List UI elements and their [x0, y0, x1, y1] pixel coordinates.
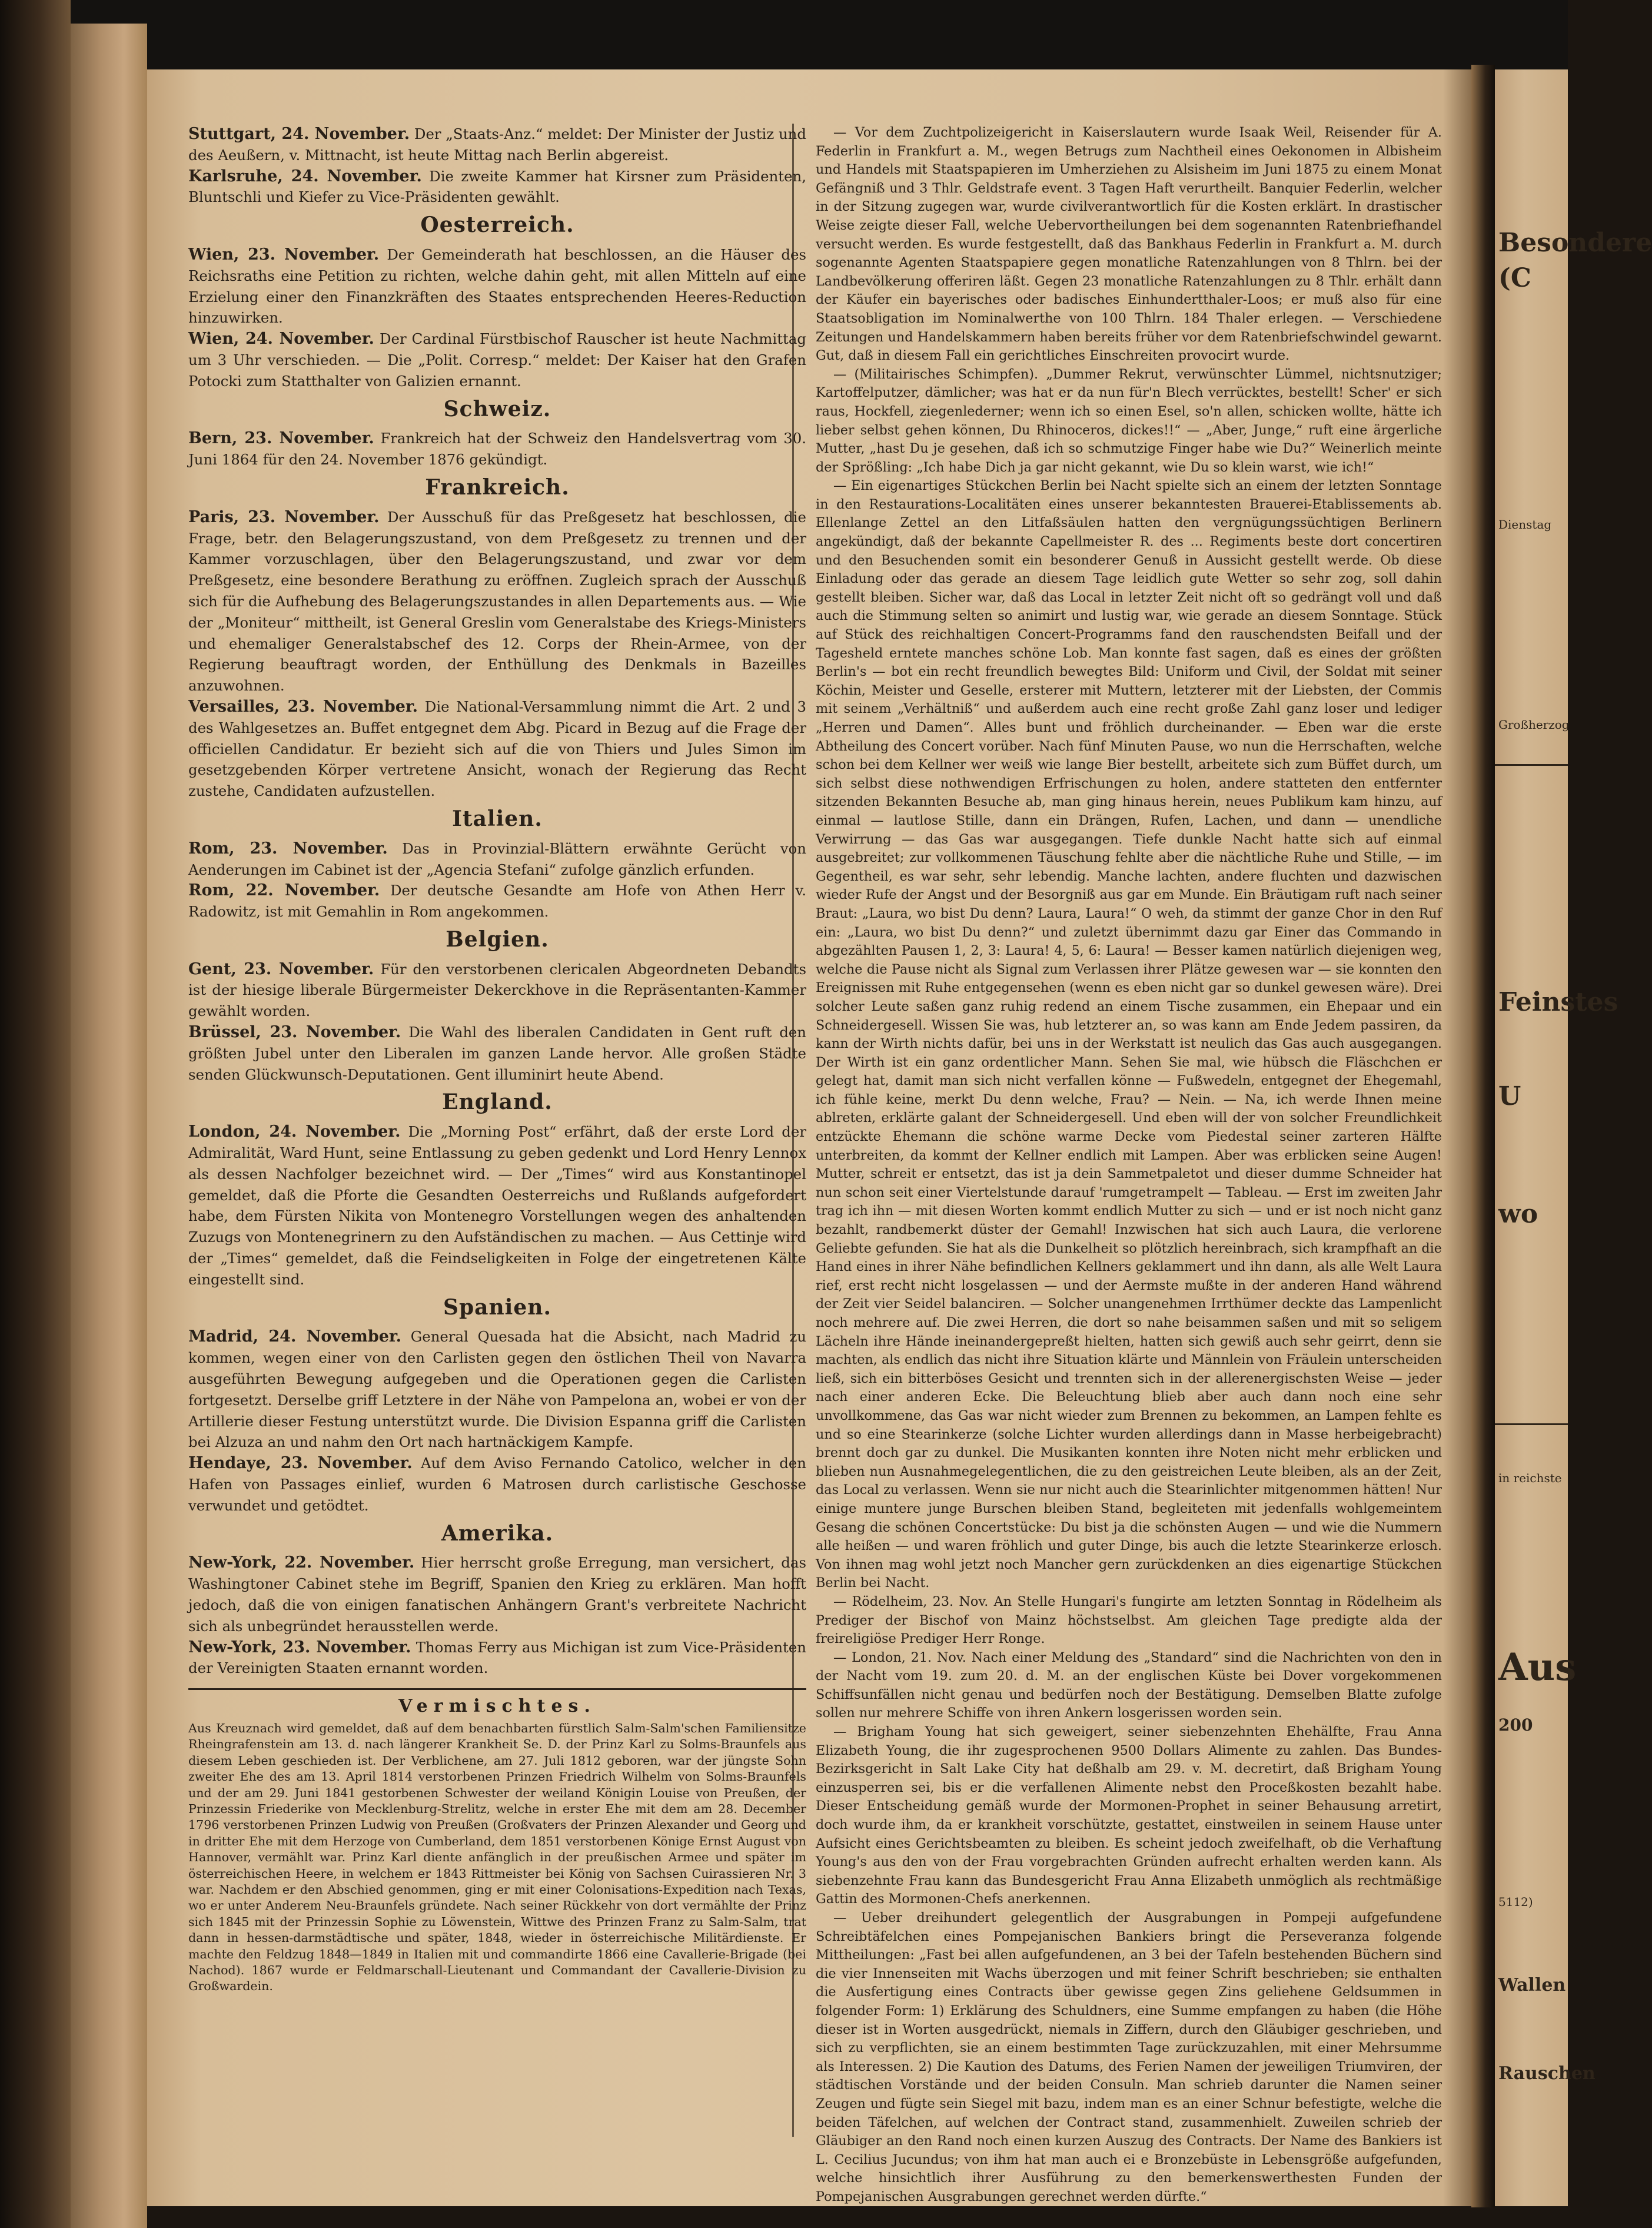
left-column — [188, 124, 806, 1995]
dateline: Paris, 23. November. — [188, 507, 380, 526]
next-page-fragment: 5112) — [1498, 1895, 1533, 1909]
next-page-fragment: wo — [1498, 1199, 1538, 1229]
news-entry — [188, 880, 806, 922]
news-entry — [188, 166, 806, 208]
dateline: Gent, 23. November. — [188, 959, 374, 978]
next-page-fragment: Feinstes — [1498, 987, 1618, 1017]
news-entry — [188, 428, 806, 470]
entry-text: Die „Morning Post“ erfährt, daß der erste Lord der Admiralität, Ward Hunt, seine Entlassung zu geben gedenkt und Lord Henry Lennox als dessen Nachfolger bezeichnet wird. — Der „Times“ wird aus Konstantinopel gemeldet, daß die Pforte die Gesandten Oesterreichs und Rußlands aufgefordert habe, dem Fürsten Nikita von Montenegro Vorstellungen wegen des anhaltenden Zuzugs von Montenegrinern zu den Aufständischen zu machen. — Aus Cettinje wird der „Times“ gemeldet, daß die Feindseligkeiten in Folge der eingetretenen Kälte eingestellt sind. — [188, 1123, 806, 1288]
entry-text: Der Gemeinderath hat beschlossen, an die Häuser des Reichsraths eine Petition zu richten, welche dahin geht, mit allen Mitteln auf eine Erzielung einer den Finanzkräften des Staates entsprechenden Heeres-Reduction hinzuwirken. — [188, 245, 806, 327]
next-page-fragment: (C — [1498, 263, 1531, 293]
section-heading: Schweiz. — [443, 396, 551, 421]
next-page-fragment: Wallen — [1498, 1975, 1566, 1995]
dateline: Hendaye, 23. November. — [188, 1454, 413, 1473]
news-entry — [188, 1552, 806, 1636]
dateline: Wien, 23. November. — [188, 245, 380, 264]
news-entry — [188, 1637, 806, 1679]
entry-text: Die zweite Kammer hat Kirsner zum Präsidenten, Bluntschli und Kiefer zu Vice-Präsidenten gewählt. — [188, 167, 806, 206]
news-paragraph: — Brigham Young hat sich geweigert, seiner siebenzehnten Ehehälfte, Frau Anna Elizabeth Young, die ihr zugesprochenen 9500 Dollars Alimente zu zahlen. Das Bundes-Bezirksgericht in Salt Lake City hat deßhalb am 29. v. M. decretirt, daß Brigham Young einzusperren sei, bis er die verfallenen Alimente nebst den Proceßkosten bezahlt habe. Dieser Entscheidung gemäß wurde der Mormonen-Prophet in seiner Behausung arretirt, doch wurde ihm, da er krankheit vorschützte, gestattet, einstweilen in seinem Hause unter Aufsicht eines Gerichtsbeamten zu bleiben. Es scheint jedoch zweifelhaft, ob die Verhaftung Young's aus den von der Frau vorgebrachten Gründen aufrecht erhalten werden kann. Als siebenzehnte Frau kann das Bundesgericht Frau Anna Elizabeth unmöglich als rechtmäßige Gattin des Mormonen-Chefs anerkennen. — [816, 1724, 1442, 1907]
vermischtes-text: Aus Kreuznach wird gemeldet, daß auf dem benachbarten fürstlich Salm-Salm'schen Familiensitze Rheingrafenstein am 13. d. nach längerer Krankheit Se. D. der Prinz Karl zu Solms-Braunfels aus diesem Leben geschieden ist. Der Verblichene, am 27. Juli 1812 geboren, war der jüngste Sohn zweiter Ehe des am 13. April 1814 verstorbenen Prinzen Friedrich Wilhelm von Solms-Braunfels und der am 29. Juni 1841 gestorbenen Schwester der weiland Königin Louise von Preußen, der Prinzessin Friederike von Mecklenburg-Strelitz, welche in erster Ehe mit dem am 28. December 1796 verstorbenen Prinzen Ludwig von Preußen (Großvaters der Prinzen Alexander und Georg und in dritter Ehe mit dem Herzoge von Cumberland, dem 1851 verstorbenen Könige Ernst August von Hannover, vermählt war. Prinz Karl diente anfänglich in der preußischen Armee und später im österreichischen Heere, in welchem er 1843 Rittmeister bei König von Sachsen Cuirassieren Nr. 3 war. Nachdem er den Abschied genommen, ging er mit einer Colonisations-Expedition nach Texas, wo er unter Anderem Neu-Braunfels gründete. Nach seiner Rückkehr von dort vermählte der Prinz sich 1845 mit der Prinzessin Sophie zu Löwenstein, Wittwe des Prinzen Franz zu Salm-Salm, trat dann in hessen-darmstädtische und später, 1848, wieder in österreichische Militärdienste. Er machte den Feldzug 1848—1849 in Italien mit und commandirte 1866 eine Cavallerie-Brigade (bei Nachod). 1867 wurde er Feldmarschall-Lieutenant und Commandant der Cavallerie-Division zu Großwardein. — [188, 1721, 806, 1994]
dateline: Rom, 22. November. — [188, 881, 380, 900]
next-page-fragment: Dienstag — [1498, 517, 1552, 532]
page-gutter — [1471, 65, 1495, 2207]
news-entry — [188, 1121, 806, 1290]
news-entry — [188, 1022, 806, 1085]
dateline: Bern, 23. November. — [188, 429, 374, 448]
news-entry — [188, 1453, 806, 1516]
entry-text: Auf dem Aviso Fernando Catolico, welcher in den Hafen von Passages einlief, wurden 6 Matrosen durch carlistische Geschosse verwundet und getödtet. — [188, 1455, 806, 1514]
entry-text: Für den verstorbenen clericalen Abgeordneten Debandts ist der hiesige liberale Bürgermeister Dekerckhove in die Repräsentanten-Kammer gewählt worden. — [188, 960, 806, 1020]
entry-text: Die Wahl des liberalen Candidaten in Gent ruft den größten Jubel unter den Liberalen im ganzen Lande hervor. Alle großen Städte senden Glückwunsch-Deputationen. Gent illuminirt heute Abend. — [188, 1024, 806, 1083]
section-heading: England. — [442, 1090, 553, 1115]
next-page-fragment: Rauschen — [1498, 2063, 1596, 2084]
news-entry — [188, 124, 806, 166]
next-page-fragment: Großherzog — [1498, 718, 1570, 732]
entry-text: Der Ausschuß für das Preßgesetz hat beschlossen, die Frage, betr. den Belagerungszustand, von dem Preßgesetz zu trennen und der Kammer vorzuschlagen, über den Belagerungszustand, und zwar vor dem Preßgesetz, eine besondere Berathung zu eröffnen. Zugleich sprach der Ausschuß sich für die Aufhebung des Belagerungszustandes in allen Departements aus. — Wie der „Moniteur“ mittheilt, ist General Greslin vom Generalstabe des Kriegs-Ministers und ehemaliger Generalstabschef des 12. Corps der Rhein-Armee, von der Regierung beauftragt worden, der Enthüllung des Denkmals in Bazeilles anzuwohnen. — [188, 508, 806, 695]
entry-text: Hier herrscht große Erregung, man versichert, das Washingtoner Cabinet stehe im Begriff, Spanien den Krieg zu erklären. Man hofft jedoch, daß die von einigen fanatischen Anhängern Grant's verbreitete Nachricht sich als unbegründet herausstellen werde. — [188, 1554, 806, 1635]
news-paragraph: — Rödelheim, 23. Nov. An Stelle Hungari's fungirte am letzten Sonntag in Rödelheim als Prediger der Bischof von Mainz höchstselbst. Am gleichen Tage predigte alda der freireligiöse Prediger Herr Ronge. — [816, 1593, 1442, 1647]
dateline: Wien, 24. November. — [188, 330, 374, 348]
section-heading: Oesterreich. — [420, 212, 574, 238]
binding-edge — [71, 24, 147, 2228]
news-paragraph: — Vor dem Zuchtpolizeigericht in Kaiserslautern wurde Isaak Weil, Reisender für A. Federlin in Frankfurt a. M., wegen Betrugs zum Nachtheil eines Oekonomen in Albisheim und Handels mit Staatspapieren im Umherziehen zu Alsisheim im Juni 1875 zu einem Monat Gefängniß und 3 Thlr. Geldstrafe event. 3 Tagen Haft verurtheilt. Banquier Federlin, welcher in der Sitzung zugegen war, wurde civilverantwortlich für die Kosten erklärt. In drastischer Weise zeigte dieser Fall, welche Uebervortheilungen bei dem sogenannten Ratenbriefhandel versucht werden. Es wurde festgestellt, daß das Bankhaus Federlin in Frankfurt a. M. durch sogenannte Agenten Staatspapiere gegen monatliche Ratenzahlungen von 8 Thlrn. bei der Landbevölkerung offeriren läßt. Gegen 23 monatliche Ratenzahlungen zu 8 Thlr. erhält dann der Käufer ein bayerisches oder badisches Einhundertthaler-Loos; er muß also für eine Staatsobligation im Nominalwerthe von 100 Thlrn. 184 Thaler erlegen. — Verschiedene Zeitungen und Handelskammern haben bereits früher vor dem Ratenbriefschwindel gewarnt. Gut, daß in diesem Fall ein gerichtliches Einschreiten provocirt wurde. — [816, 125, 1442, 364]
entry-text: Das in Provinzial-Blättern erwähnte Gerücht von Aenderungen im Cabinet ist der „Agencia Stefani“ zufolge gänzlich erfunden. — [188, 839, 806, 878]
entry-text: General Quesada hat die Absicht, nach Madrid zu kommen, wegen einer von den Carlisten gegen den östlichen Theil von Navarra ausgeführten Bewegung aufgegeben und die Operationen gegen die Carlisten fortgesetzt. Derselbe griff Letztere in der Nähe von Pampelona an, wobei er von der Artillerie dieser Festung unterstützt wurde. Die Division Espanna griff die Carlisten bei Alzuza an und nahm den Ort nach hartnäckigem Kampfe. — [188, 1328, 807, 1451]
next-page-fragment: U — [1498, 1081, 1521, 1111]
section-rule — [188, 1688, 806, 1690]
entry-text: Der „Staats-Anz.“ meldet: Der Minister der Justiz und des Aeußern, v. Mittnacht, ist heute Mittag nach Berlin abgereist. — [188, 125, 806, 164]
entry-text: Frankreich hat der Schweiz den Handelsvertrag vom 30. Juni 1864 für den 24. November 1876 gekündigt. — [188, 430, 806, 469]
dateline: Rom, 23. November. — [188, 839, 388, 858]
news-entry — [188, 328, 806, 391]
news-entry — [188, 838, 806, 881]
news-paragraph: — London, 21. Nov. Nach einer Meldung des „Standard“ sind die Nachrichten von den in der Nacht vom 19. zum 20. d. M. an der englischen Küste bei Dover vorgekommenen Schiffsunfällen nicht genau und bedürfen noch der Bestätigung. Demselben Blatte zufolge sollen nur mehrere Schiffe von ihren Ankern losgerissen worden sein. — [816, 1649, 1442, 1721]
dateline: New-York, 23. November. — [188, 1638, 411, 1656]
entry-text: Der deutsche Gesandte am Hofe von Athen Herr v. Radowitz, ist mit Gemahlin in Rom angekommen. — [188, 882, 806, 921]
next-page-fragment: Aus — [1498, 1645, 1577, 1689]
next-page-edge — [1495, 69, 1652, 2206]
dateline: Madrid, 24. November. — [188, 1327, 402, 1346]
right-column — [816, 124, 1442, 2207]
next-page-fragment: 200 — [1498, 1715, 1533, 1735]
section-heading: Italien. — [452, 806, 543, 831]
dateline: Stuttgart, 24. November. — [188, 125, 410, 143]
section-heading: Amerika. — [441, 1520, 554, 1546]
news-paragraph: — Ueber dreihundert gelegentlich der Ausgrabungen in Pompeji aufgefundene Schreibtäfelchen eines Pompejanischen Bankiers bringt die Perseveranza folgende Mittheilungen: „Fast bei allen aufgefundenen, an 3 bei der Tafeln bestehenden Büchern sind die vier Innenseiten mit Wachs überzogen und mit feiner Schrift beschrieben; sie enthalten die Ausfertigung eines Contracts über gewisse gegen Zins geliehene Geldsummen in folgender Form: 1) Erklärung des Schuldners, eine Summe empfangen zu haben (die Höhe dieser ist in Worten ausgedrückt, niemals in Ziffern, durch den Gläubiger geschrieben, und sich zu verpflichten, sie an einem bestimmten Tage zurückzuzahlen, mit einer Mehrsumme als Interessen. 2) Die Kaution des Datums, des Ferien Namen der jeweiligen Triumviren, der städtischen Vorstände und der beiden Consuln. Man schrieb darunter die Namen seiner Zeugen und fügte sein Siegel mit bazu, indem man es an einer Schnur befestigte, welche die beiden Täfelchen, auf welchen der Contract stand, zusammenhielt. Zuweilen schrieb der Gläubiger an den Rand noch einen kurzen Auszug des Contracts. Der Name des Bankiers ist L. Cecilius Jucundus; von ihm hat man auch ei e Bronzebüste in Lebensgröße aufgefunden, welche hinsichtlich ihrer Ausführung zu den bemerkenswerthesten Funden der Pompejanischen Ausgrabungen gerechnet werden dürfte.“ — [816, 1910, 1442, 2204]
entry-text: Die National-Versammlung nimmt die Art. 2 und 3 des Wahlgesetzes an. Buffet entgegnet dem Abg. Picard in Bezug auf die Frage der officiellen Candidatur. Er bezieht sich auf die von Thiers und Jules Simon im gesetzgebenden Körper vertretene Ansicht, wonach der Regierung das Recht zustehe, Candidaten aufzustellen. — [188, 698, 806, 800]
background-top — [0, 0, 1568, 71]
news-entry — [188, 1326, 806, 1453]
book-spine — [0, 0, 71, 2228]
next-page-fragment: Besondere — [1498, 228, 1652, 258]
news-entry — [188, 507, 806, 696]
news-paragraph: — (Militairisches Schimpfen). „Dummer Rekrut, verwünschter Lümmel, nichtsnutziger; Kartoffelputzer, dämlicher; was hat er da nun für'n Blech verrücktes, bestellt! Scher' er sich raus, Hockfell, ziegenlederner; wenn ich so einen Esel, so'n allen, schicken wollte, hätte ich lieber selbst gehen können, Du Rhinoceros, dickes!!“ — „Aber, Junge,“ ruft eine ärgerliche Mutter, „hast Du je gesehen, daß ich so schmutzige Finger habe wie Du?“ Weinerlich meinte der Sprößling: „Ich habe Dich ja gar nicht gekannt, wie Du so klein warst, wie ich!“ — [816, 366, 1442, 475]
dateline: London, 24. November. — [188, 1123, 401, 1141]
news-entry — [188, 959, 806, 1022]
next-page-fragment: in reichste — [1498, 1471, 1562, 1485]
dateline: Versailles, 23. November. — [188, 697, 418, 716]
section-heading: Spanien. — [443, 1294, 551, 1320]
dateline: New-York, 22. November. — [188, 1553, 415, 1572]
news-entry — [188, 244, 806, 328]
news-block-1 — [188, 124, 806, 208]
entry-text: Der Cardinal Fürstbischof Rauscher ist heute Nachmittag um 3 Uhr verschieden. — Die „Polit. Corresp.“ meldet: Der Kaiser hat den Grafen Potocki zum Statthalter von Galizien ernannt. — [188, 330, 806, 390]
news-entry — [188, 696, 806, 802]
section-heading: Belgien. — [446, 927, 549, 952]
entry-text: Thomas Ferry aus Michigan ist zum Vice-Präsidenten der Vereinigten Staaten ernannt worden. — [188, 1638, 806, 1677]
dateline: Brüssel, 23. November. — [188, 1023, 401, 1042]
dateline: Karlsruhe, 24. November. — [188, 167, 422, 185]
section-heading: Vermischtes. — [398, 1696, 596, 1717]
news-paragraph: — Ein eigenartiges Stückchen Berlin bei Nacht spielte sich an einem der letzten Sonntage in den Restaurations-Localitäten eines unserer bekanntesten Brauerei-Etablissements ab. Ellenlange Zettel an den Litfaßsäulen hatten den vergnügungssüchtigen Berlinern angekündigt, daß der bekannte Capellmeister R. des ... Regiments beste dort concertiren und den Besuchenden somit ein besonderer Genuß in Aussicht gestellt werde. Ob diese Einladung oder das gerade an diesem Tage leidlich gute Wetter so sehr zog, soll dahin gestellt bleiben. Sicher war, daß das Local in letzter Zeit nicht oft so gedrängt voll und daß auch die Stimmung selten so animirt und lustig war, wie gerade an diesem Sonntage. Stück auf Stück des reichhaltigen Concert-Programms fand den rauschendsten Beifall und der Tagesheld erntete manches schöne Lob. Man konnte fast sagen, daß es eines der größten Berlin's — bot ein recht freundlich bewegtes Bild: Uniform und Civil, der Soldat mit seiner Köchin, Meister und Geselle, ersterer mit Muttern, letzterer mit der Liebsten, der Commis mit seinem „Verhältniß“ und außerdem auch eine recht große Zahl ganz loser und lediger „Herren und Damen“. Alles bunt und fröhlich durcheinander. — Eben war die erste Abtheilung des Concert vorüber. Nach fünf Minuten Pause, wo nun die Herrschaften, welche schon bei dem Kellner wer weiß wie lange Bier bestellt, arbeitete sich zum Büffet durch, um sich selbst diese nothwendigen Erfrischungen zu holen, andere statteten den entfernter sitzenden Bekannten Besuche ab, man ging hinaus herein, neues Publikum kam hinzu, auf einmal — lautlose Stille, dann ein Drängen, Rufen, Lachen, und dann — unendliche Verwirrung — das Gas war ausgegangen. Tiefe dunkle Nacht hatte sich auf einmal ausgebreitet; zur vollkommenen Täuschung fehlte aber die nächtliche Ruhe und Stille, — im Gegentheil, es war sehr, sehr lebendig. Manche lachten, andere fluchten und dazwischen wieder Rufe der Angst und der Besorgniß aus gar em Munde. Ein Bräutigam ruft nach seiner Braut: „Laura, wo bist Du denn? Laura, Laura!“ O weh, da stimmt der ganze Chor in den Ruf ein: „Laura, wo bist Du denn?“ und zuletzt übernimmt dazu gar Einer das Commando in abgezählten Pausen 1, 2, 3: Laura! 4, 5, 6: Laura! — Besser kamen natürlich diejenigen weg, welche die Pause nicht als Signal zum Verlassen ihrer Plätze gewesen war — sie konnten den Ereignissen mit Ruhe entgegensehen (wenn es eben nicht gar so dunkel gewesen wäre). Drei solcher Leute saßen ganz ruhig redend an einem Tische zusammen, ein Ehepaar und ein Schneidergesell. Wissen Sie was, hub letzterer an, so was kann am Ende Jedem passiren, da kann der Wirth nichts dafür, bei uns in der Werkstatt ist neulich das Gas auch ausgegangen. Der Wirth ist ein ganz ordentlicher Mann. Sehen Sie mal, wie hübsch die Fläschchen er gelegt hat, damit man sich nicht verfallen könne — Fußwedeln, entgegnet der Ehegemahl, ich fühle keine, merkt Du denn welche, Frau? — Nein. — Na, ich werde Ihnen meine ablreten, erklärte galant der Schneidergesell. Und eben will der von solcher Freundlichkeit entzückte Ehemann die schöne warme Decke vom Piedestal seiner zarteren Hälfte unterbreiten, da kommt der Kellner endlich mit Lampen. Aber was erblicken seine Augen! Mutter, schreit er entsetzt, das ist ja dein Sammetpaletot und dieser dumme Schneider hat nun schon seit einer Viertelstunde darauf 'rumgetrampelt — Tableau. — Erst im zweiten Jahr trag ich ihn — mit diesen Worten kommt endlich Mutter zu sich — und er ist noch nicht ganz bezahlt, randbemerkt düster der Gemahl! Inzwischen hat sich auch Laura, die verlorene Geliebte gefunden. Sie hat als die Dunkelheit so plötzlich hereinbrach, sich krampfhaft an die Hand eines in ihrer Nähe befindlichen Kellners geklammert und ihn dann, als alle Welt Laura rief, erst recht nicht losgelassen — und der Aermste mußte in der anderen Hand während der Zeit vier Seidel balanciren. — Solcher unangenehmen Irrthümer deckte das Lampenlicht noch mehrere auf. Die zwei Herren, die dort so nahe beisammen saßen und mit so seligem Lächeln ihre Hände ineinandergepreßt hielten, hatten sich gewiß auch sehr geirrt, denn sie machten, als endlich das nicht ihre Situation klärte und Männlein von Fräulein unterscheiden ließ, sich ein bitterböses Gesicht und trennten sich in der allerenergischsten Weise — jeder nach einer anderen Ecke. Die Beleuchtung blieb aber auch dann noch eine sehr unvollkommene, das Gas war nicht wieder zum Brennen zu bekommen, an Lampen fehlte es und so eine Stearinkerze (solche Lichter wurden allerdings dann in Masse herbeigebracht) brennt doch gar zu dunkel. Die Musikanten konnten ihre Noten nicht mehr erblicken und blieben nun Ausnahmegelegentlichen, die zu den geistreichen Leute bleiben, als an der Zeit, das Local zu verlassen. Wenn sie nur nicht auch die Stearinlichter mitgenommen hätten! Nur einige muntere junge Burschen bleiben Stand, begleiteten mit jedenfalls wohlgemeintem Gesang die schönen Concertstücke: Du bist ja die schönsten Augen — und wie die Nummern alle heißen — und waren fröhlich und guter Dinge, bis auch die letzte Stearinkerze erlosch. Von ihnen mag wohl jetzt noch Mancher gern zurückdenken an dies eigenartige Stückchen Berlin bei Nacht. — [816, 478, 1442, 1591]
section-heading: Frankreich. — [425, 474, 570, 500]
